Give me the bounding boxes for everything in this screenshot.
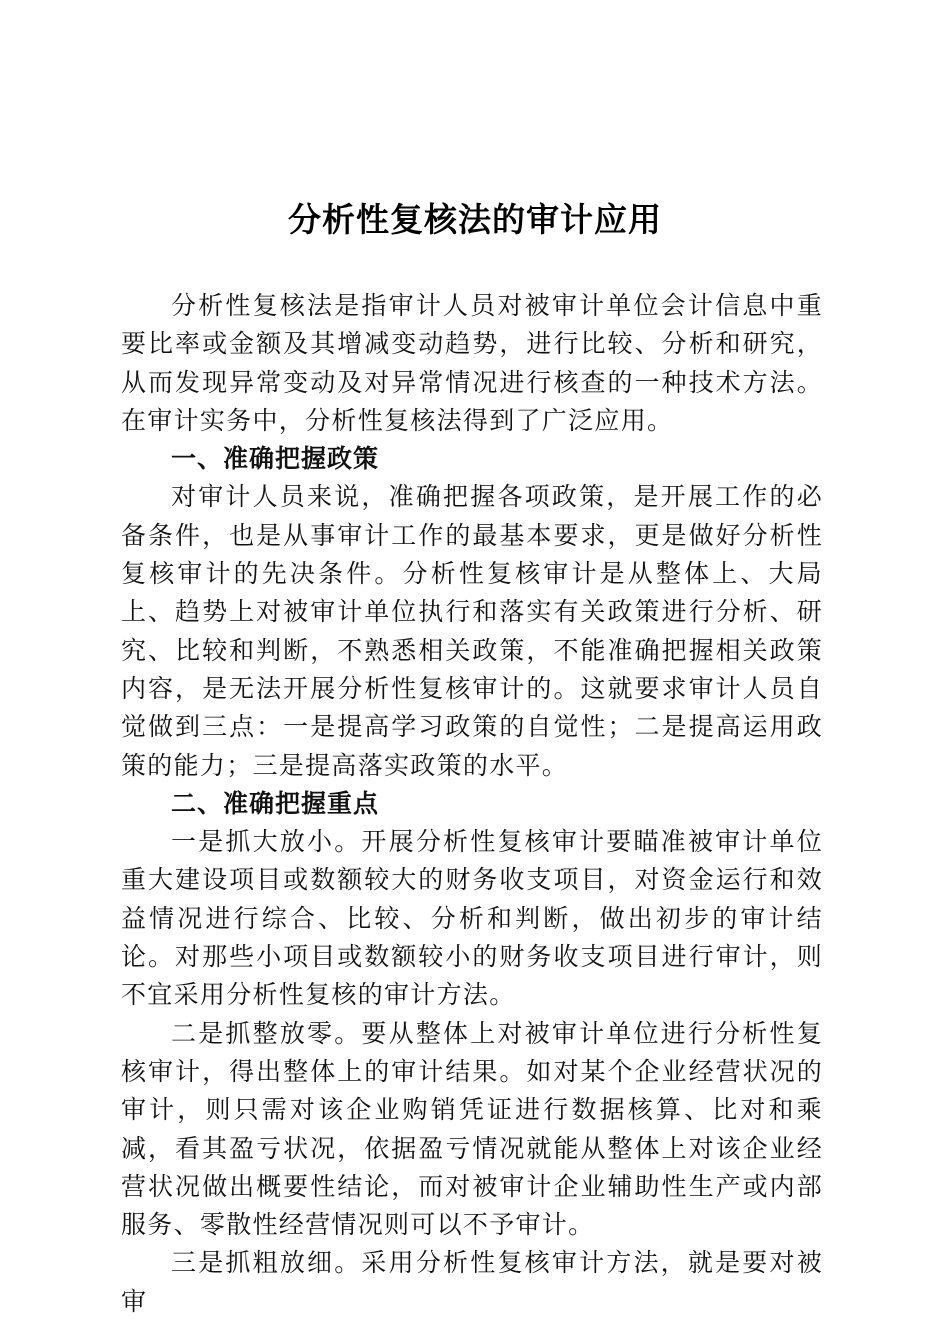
- document-title: 分析性复核法的审计应用: [288, 200, 662, 239]
- focus-paragraph-2: 二是抓整放零。要从整体上对被审计单位进行分析性复核审计，得出整体上的审计结果。如对某个企业经营状况的审计，则只需对该企业购销凭证进行数据核算、比对和乘减，看其盈亏状况，依据盈亏情况就能从整体上对该企业经营状况做出概要性结论，而对被审计企业辅助性生产或内部服务、零散性经营情况则可以不予审计。: [121, 1018, 823, 1240]
- focus-paragraph-3: 三是抓粗放细。采用分析性复核审计方法，就是要对被审: [121, 1248, 823, 1316]
- focus-paragraph-1: 一是抓大放小。开展分析性复核审计要瞄准被审计单位重大建设项目或数额较大的财务收支项目，对资金运行和效益情况进行综合、比较、分析和判断，做出初步的审计结论。对那些小项目或数额较小的财务收支项目进行审计，则不宜采用分析性复核的审计方法。: [121, 827, 823, 1010]
- document-body: [121, 287, 823, 1321]
- policy-paragraph: 对审计人员来说，准确把握各项政策，是开展工作的必备条件，也是从事审计工作的最基本要求，更是做好分析性复核审计的先决条件。分析性复核审计是从整体上、大局上、趋势上对被审计单位执行和落实有关政策进行分析、研究、比较和判断，不熟悉相关政策，不能准确把握相关政策内容，是无法开展分析性复核审计的。这就要求审计人员自觉做到三点：一是提高学习政策的自觉性；二是提高运用政策的能力；三是提高落实政策的水平。: [121, 482, 823, 780]
- intro-paragraph: 分析性复核法是指审计人员对被审计单位会计信息中重要比率或金额及其增减变动趋势，进行比较、分析和研究，从而发现异常变动及对异常情况进行核查的一种技术方法。在审计实务中，分析性复核法得到了广泛应用。: [121, 291, 823, 435]
- section-heading-focus: 二、准确把握重点: [171, 788, 380, 818]
- section-heading-policy: 一、准确把握政策: [171, 444, 380, 474]
